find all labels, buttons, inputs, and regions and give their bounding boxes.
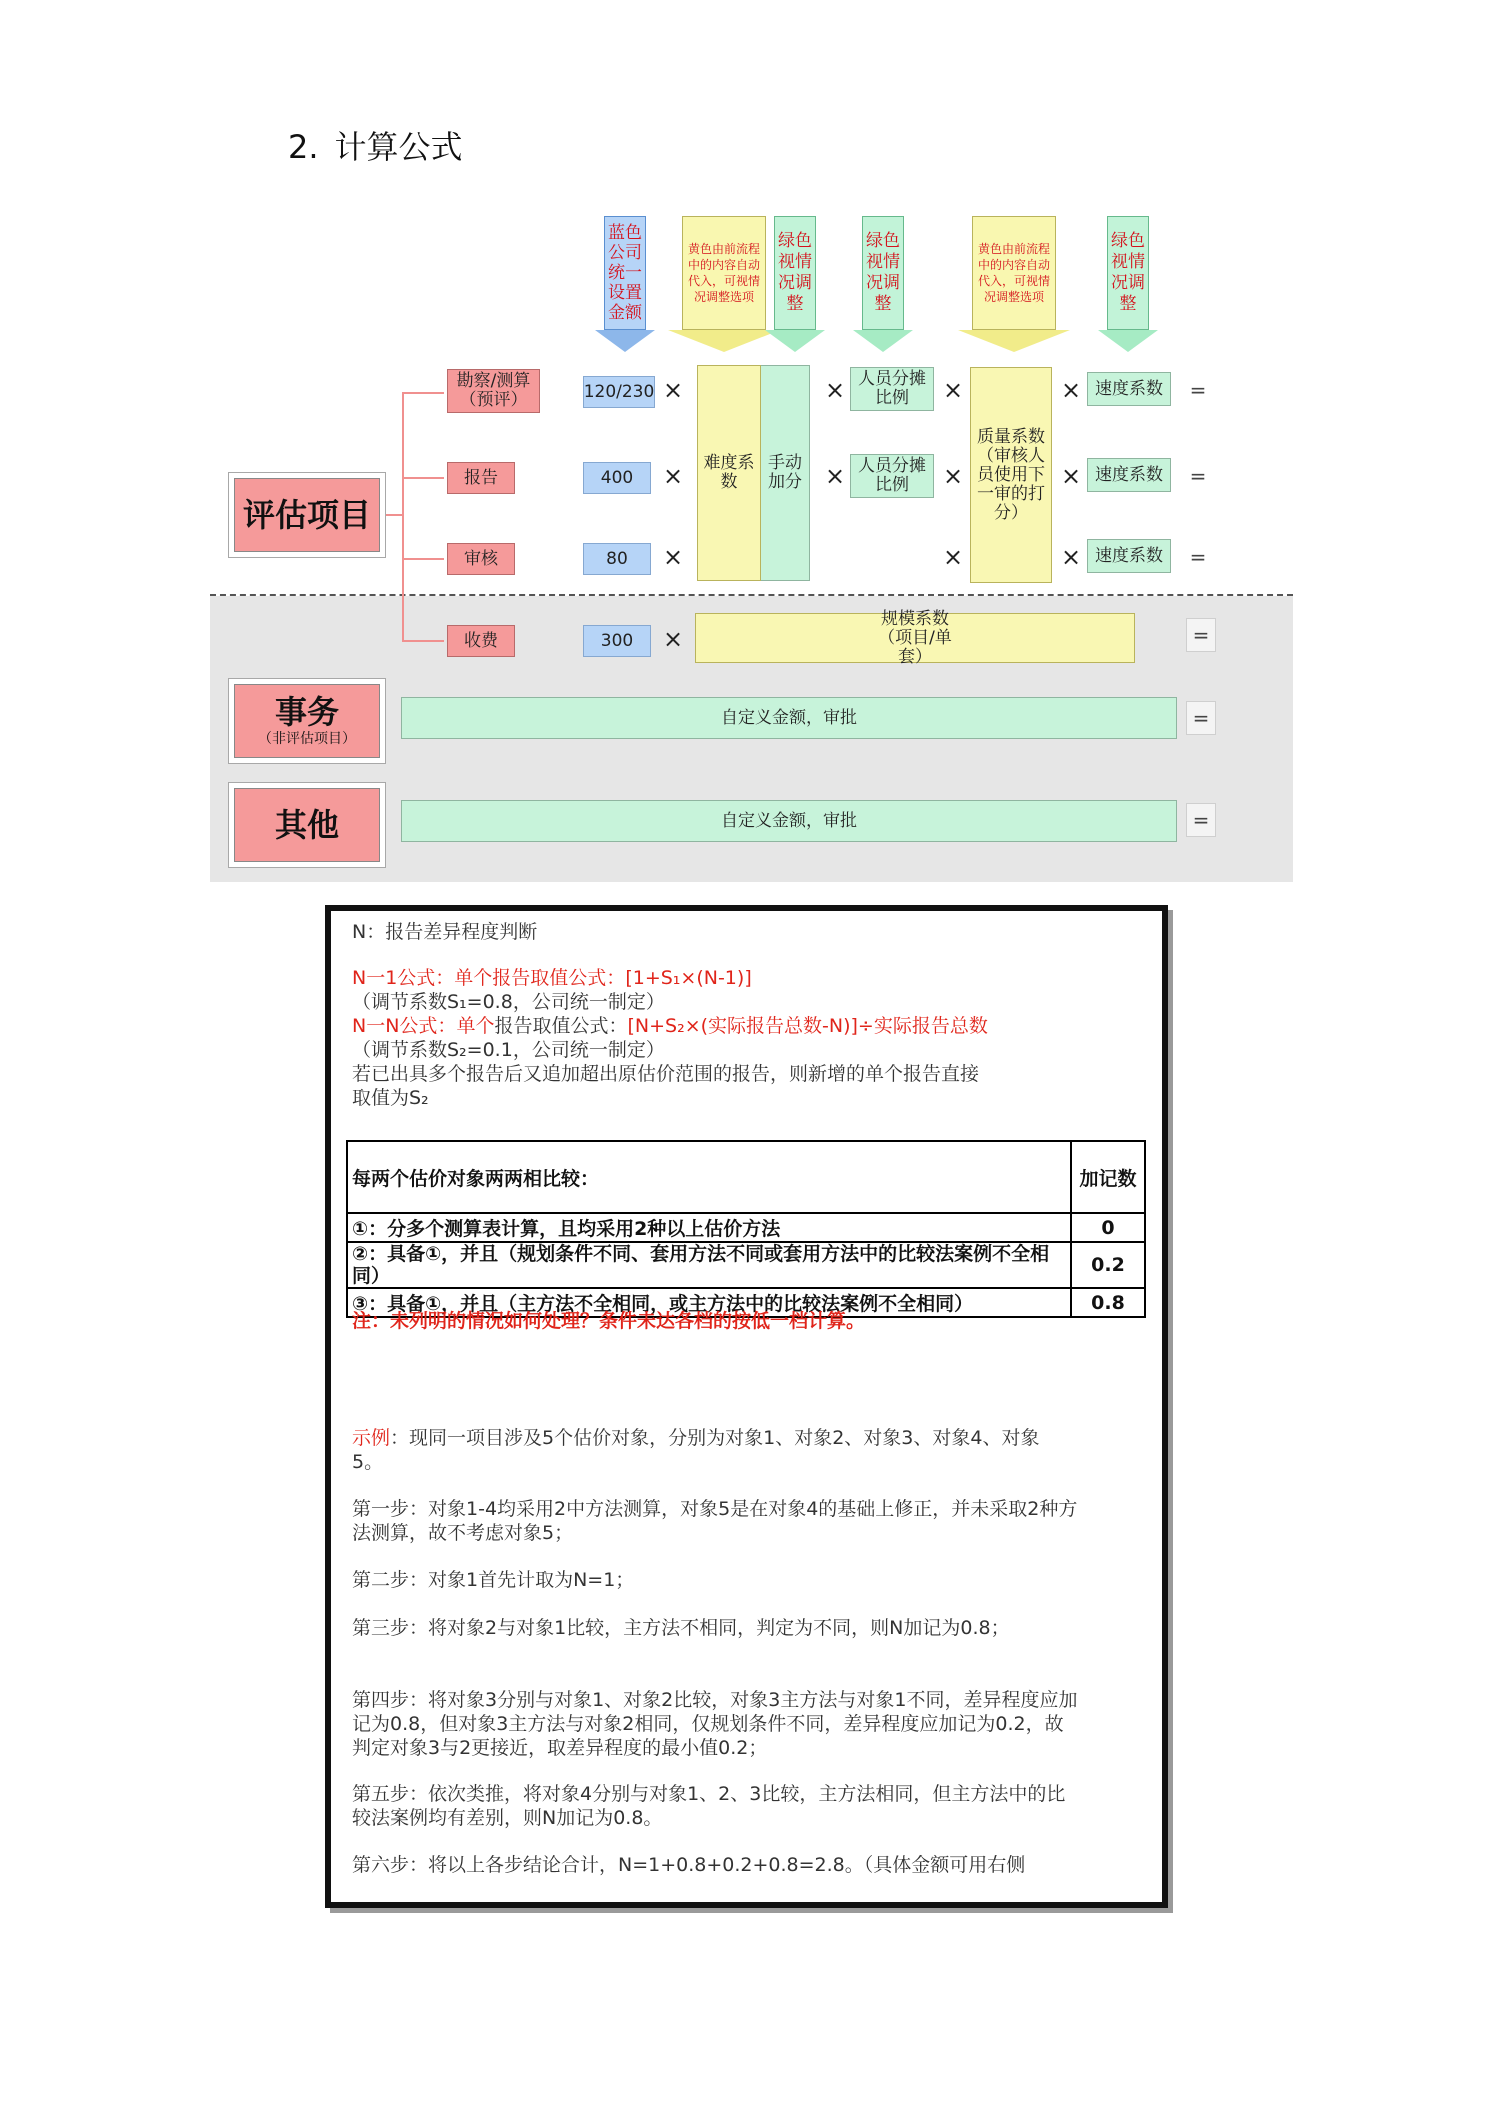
connector-survey <box>402 392 444 394</box>
arrow-yellow-auto-fill-1: 黄色由前流程中的内容自动代入，可视情况调整选项 <box>668 216 780 352</box>
page-heading <box>288 122 463 168</box>
step-2: 第二步：对象1首先计取为N=1； <box>352 1569 635 1591</box>
times-survey-4: × <box>1060 376 1082 404</box>
nn-label: N一N公式： <box>352 1015 457 1037</box>
nn-formula-line <box>352 1014 1142 1038</box>
times-review-1: × <box>662 543 684 571</box>
equals-other: = <box>1186 803 1216 837</box>
times-report-4: × <box>1060 462 1082 490</box>
equals-review: = <box>1189 545 1207 569</box>
times-review-4: × <box>1060 543 1082 571</box>
report-amount: 400 <box>583 462 651 494</box>
connector-fee <box>402 640 444 642</box>
nn-formula: [N+S₂×(实际报告总数-N)]÷实际报告总数 <box>627 1015 988 1037</box>
comparison-table <box>346 1140 1146 1318</box>
n1-label: N一1公式：单个报告取值公式： <box>352 967 626 989</box>
panel-title: N：报告差异程度判断 <box>352 921 538 943</box>
survey-amount: 120/230 <box>583 376 655 408</box>
arrow-yellow-auto-fill-2: 黄色由前流程中的内容自动代入，可视情况调整选项 <box>958 216 1070 352</box>
staff-share-ratio-2: 人员分摊比例 <box>850 454 934 498</box>
arrow-green-adjust-2: 绿色视情况调整 <box>853 216 913 352</box>
survey-item: 勘察/测算（预评） <box>447 369 540 413</box>
speed-factor-survey: 速度系数 <box>1087 372 1171 406</box>
other-label: 其他 <box>234 788 380 862</box>
step-4: 第四步：将对象3分别与对象1、对象2比较，对象3主方法与对象1不同，差异程度应加记为0.8，但对象3主方法与对象2相同，仅规划条件不同，差异程度应加记为0.2，故判定对象3与2更接近，取差异程度的最小值0.2； <box>352 1689 1078 1759</box>
heading-number: 2. <box>288 128 319 166</box>
affairs-label <box>234 684 380 758</box>
review-amount: 80 <box>583 543 651 575</box>
times-fee-1: × <box>662 625 684 653</box>
table-row <box>347 1213 1145 1242</box>
affairs-title: 事务 <box>274 693 339 731</box>
step-6: 第六步：将以上各步结论合计，N=1+0.8+0.2+0.8=2.8。（具体金额可用右侧 <box>352 1854 1026 1876</box>
nn-label-2: 报告取值公式： <box>494 1015 628 1037</box>
manual-bonus: 手动加分 <box>761 365 810 581</box>
table-header-count: 加记数 <box>1071 1141 1145 1213</box>
row-3-value: 0.8 <box>1071 1288 1145 1317</box>
times-survey-2: × <box>824 376 846 404</box>
speed-factor-review: 速度系数 <box>1087 539 1171 573</box>
row-2-value: 0.2 <box>1071 1242 1145 1288</box>
extra-line-1: 若已出具多个报告后又追加超出原估价范围的报告，则新增的单个报告直接 <box>352 1063 980 1085</box>
step-1: 第一步：对象1-4均采用2中方法测算，对象5是在对象4的基础上修正，并未采取2种方法测算，故不考虑对象5； <box>352 1498 1078 1544</box>
fee-amount: 300 <box>583 625 651 657</box>
fee-item: 收费 <box>447 625 515 657</box>
step-5: 第五步：依次类推，将对象4分别与对象1、2、3比较，主方法相同，但主方法中的比较法案例均有差别，则N加记为0.8。 <box>352 1783 1066 1829</box>
example-text: ：现同一项目涉及5个估价对象，分别为对象1、对象2、对象3、对象4、对象5。 <box>352 1427 1040 1473</box>
arrow-green-adjust-1: 绿色视情况调整 <box>765 216 825 352</box>
n1-formula: [1+S₁×(N-1)] <box>625 967 752 989</box>
row-2-text: ②：具备①，并且（规划条件不同、套用方法不同或套用方法中的比较法案例不全相同） <box>347 1242 1071 1288</box>
dashed-divider <box>210 594 1293 596</box>
row-1-value: 0 <box>1071 1213 1145 1242</box>
n1-note: （调节系数S₁=0.8，公司统一制定） <box>352 991 665 1013</box>
nn-red-label: 单个 <box>456 1015 495 1037</box>
connector-report <box>402 477 444 479</box>
table-row <box>347 1242 1145 1288</box>
staff-share-ratio-1: 人员分摊比例 <box>850 367 934 411</box>
times-survey-3: × <box>942 376 964 404</box>
evaluation-item-label: 评估项目 <box>234 478 380 552</box>
times-report-1: × <box>662 462 684 490</box>
times-report-3: × <box>942 462 964 490</box>
speed-factor-report: 速度系数 <box>1087 458 1171 492</box>
n1-formula-line <box>352 966 1092 990</box>
equals-report: = <box>1189 464 1207 488</box>
report-item: 报告 <box>447 462 515 494</box>
custom-amount-other: 自定义金额，审批 <box>401 800 1177 842</box>
nn-note: （调节系数S₂=0.1，公司统一制定） <box>352 1039 665 1061</box>
connector-review <box>402 558 444 560</box>
arrow-blue-company-amount: 蓝色公司统一设置金额 <box>595 216 655 352</box>
connector-trunk <box>402 392 404 642</box>
equals-affairs: = <box>1186 701 1216 735</box>
equals-survey: = <box>1189 378 1207 402</box>
table-note: 注：未列明的情况如何处理？条件未达各档的按低一档计算。 <box>352 1310 866 1332</box>
times-report-2: × <box>824 462 846 490</box>
custom-amount-affairs: 自定义金额，审批 <box>401 697 1177 739</box>
example-intro <box>352 1426 1058 1474</box>
times-review-3: × <box>942 543 964 571</box>
times-survey-1: × <box>662 376 684 404</box>
quality-factor: 质量系数（审核人员使用下一审的打分） <box>970 367 1052 583</box>
affairs-subtitle: （非评估项目） <box>258 731 356 747</box>
heading-text: 计算公式 <box>334 128 463 166</box>
review-item: 审核 <box>447 543 515 575</box>
connector-main <box>383 514 403 516</box>
difficulty-factor: 难度系数 <box>697 365 761 581</box>
example-label: 示例 <box>352 1427 391 1449</box>
extra-line-2: 取值为S₂ <box>352 1087 429 1109</box>
row-3-text: ③：具备①，并且（主方法不全相同，或主方法中的比较法案例不全相同） <box>347 1288 1071 1317</box>
row-1-text: ①：分多个测算表计算，且均采用2种以上估价方法 <box>347 1213 1071 1242</box>
scale-factor: 规模系数（项目/单套） <box>695 613 1135 663</box>
arrow-green-adjust-3: 绿色视情况调整 <box>1098 216 1158 352</box>
table-header-row <box>347 1141 1145 1213</box>
table-header: 每两个估价对象两两相比较： <box>347 1141 1071 1213</box>
step-3: 第三步：将对象2与对象1比较，主方法不相同，判定为不同，则N加记为0.8； <box>352 1617 1010 1639</box>
equals-fee: = <box>1186 618 1216 652</box>
